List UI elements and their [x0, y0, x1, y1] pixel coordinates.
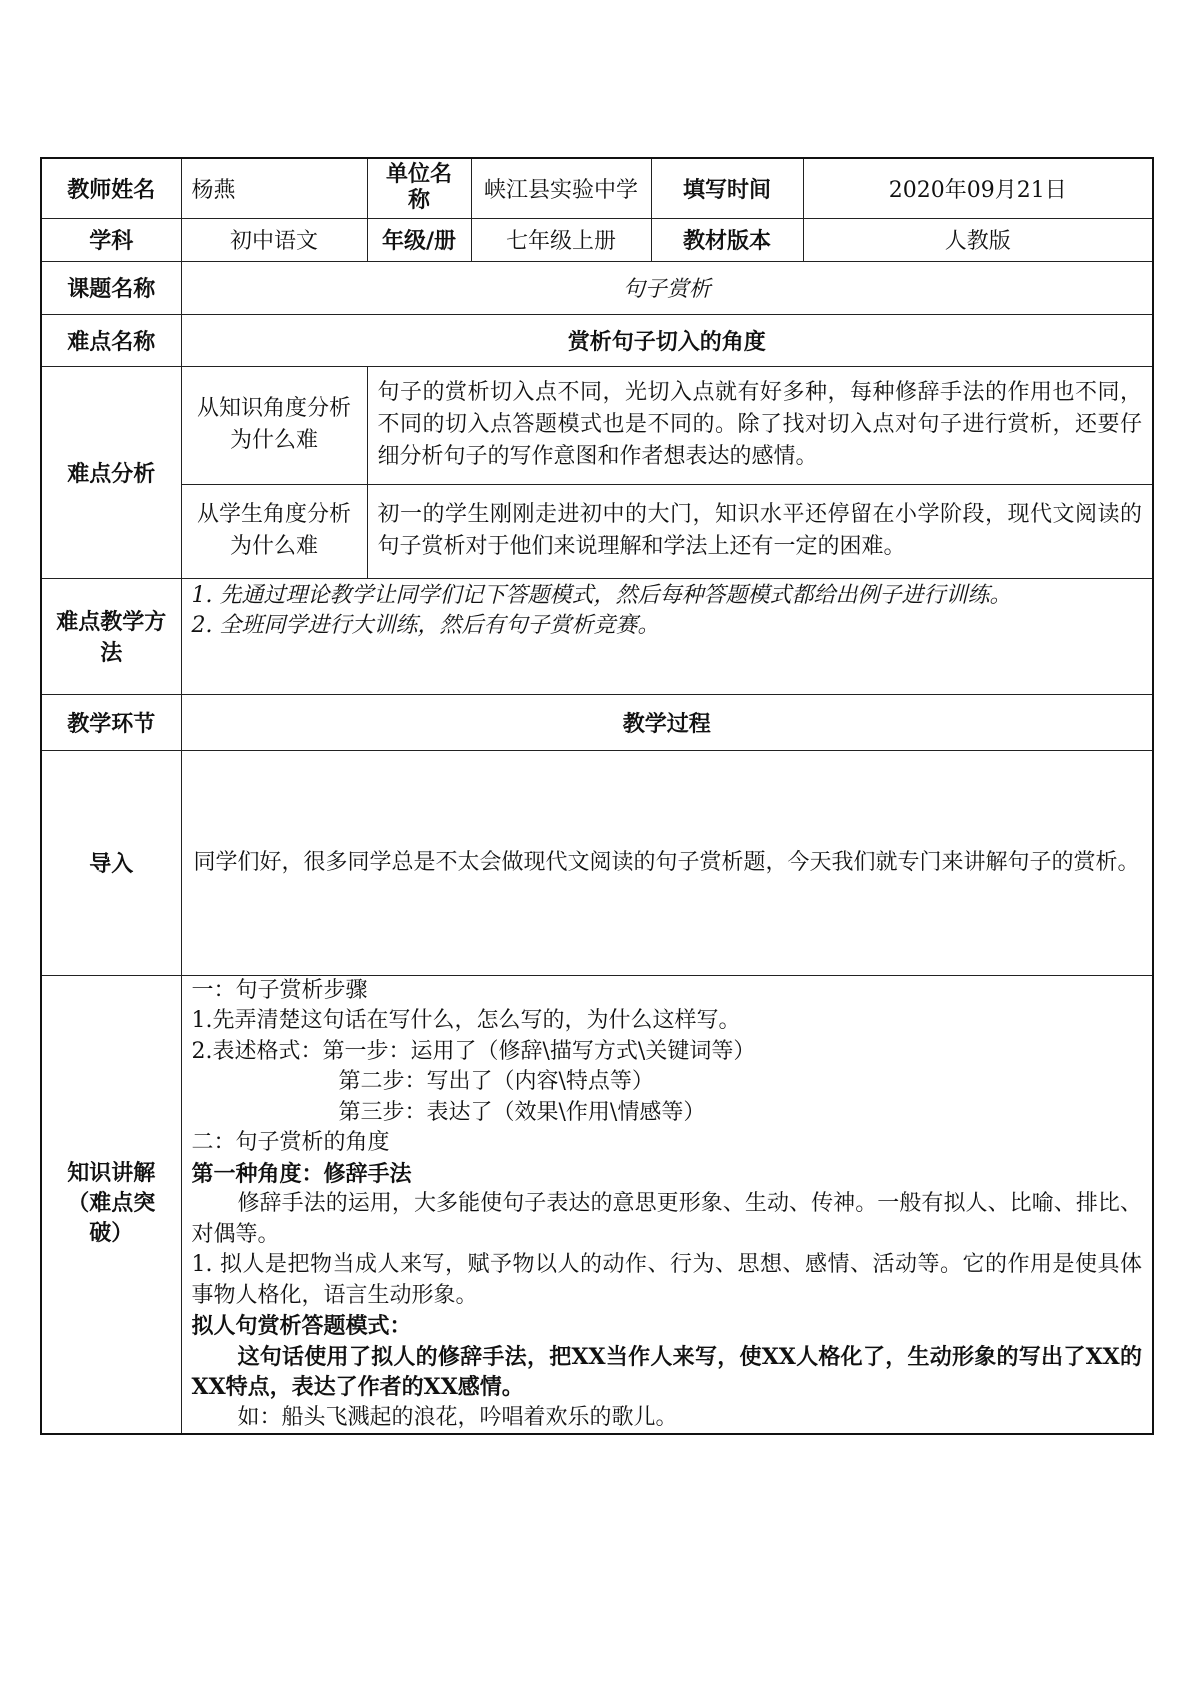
method-list [181, 578, 1153, 694]
grade-value: 七年级上册 [471, 218, 651, 261]
difficulty-label: 难点名称 [41, 314, 181, 366]
student-angle-label: 从学生角度分析为什么难 [181, 484, 367, 578]
step-line-2: 2.表述格式：第一步：运用了（修辞\描写方式\关键词等） [191, 1038, 756, 1064]
method-item: 2. 全班同学进行大训练，然后有句子赏析竞赛。 [191, 612, 660, 638]
example-sentence: 如：船头飞溅起的浪花，吟唱着欢乐的歌儿。 [237, 1404, 678, 1430]
angle-heading: 第一种角度：修辞手法 [191, 1160, 412, 1187]
student-angle-text: 初一的学生刚刚走进初中的大门，知识水平还停留在小学阶段，现代文阅读的句子赏析对于他们来说理解和学法上还有一定的困难。 [367, 484, 1153, 578]
intro-text: 同学们好，很多同学总是不太会做现代文阅读的句子赏析题，今天我们就专门来讲解句子的赏析。 [181, 750, 1153, 975]
section-heading-2: 二：句子赏析的角度 [191, 1130, 390, 1155]
knowledge-label-line1: 知识讲解 [67, 1161, 156, 1187]
knowledge-row [41, 975, 1153, 1434]
edition-value: 人教版 [803, 218, 1153, 261]
header-row-1 [41, 158, 1153, 218]
topic-value: 句子赏析 [181, 261, 1153, 314]
answer-mode-heading: 拟人句赏析答题模式： [191, 1313, 412, 1339]
topic-row [41, 261, 1153, 314]
knowledge-angle-label: 从知识角度分析为什么难 [181, 366, 367, 484]
grade-label: 年级/册 [367, 218, 471, 261]
date-value: 2020年09月21日 [803, 158, 1153, 218]
method-row [41, 578, 1153, 694]
date-label: 填写时间 [651, 158, 803, 218]
method-label: 难点教学方法 [41, 578, 181, 694]
knowledge-label [41, 975, 181, 1434]
analysis-row-student [41, 484, 1153, 578]
personification-paragraph: 1. 拟人是把物当成人来写，赋予物以人的动作、行为、思想、感情、活动等。它的作用是使具体事物人格化，语言生动形象。 [191, 1252, 1142, 1308]
unit-label: 单位名称 [367, 158, 471, 218]
analysis-row-knowledge [41, 366, 1153, 484]
process-row [41, 694, 1153, 750]
topic-label: 课题名称 [41, 261, 181, 314]
knowledge-label-line2: （难点突破） [67, 1191, 156, 1247]
subject-value: 初中语文 [181, 218, 367, 261]
difficulty-value: 赏析句子切入的角度 [181, 314, 1153, 366]
teacher-label: 教师姓名 [41, 158, 181, 218]
knowledge-angle-text: 句子的赏析切入点不同，光切入点就有好多种，每种修辞手法的作用也不同，不同的切入点答题模式也是不同的。除了找对切入点对句子进行赏析，还要仔细分析句子的写作意图和作者想表达的感情。 [367, 366, 1153, 484]
section-heading-1: 一：句子赏析步骤 [191, 977, 368, 1003]
knowledge-content [181, 975, 1153, 1434]
header-row-2 [41, 218, 1153, 261]
edition-label: 教材版本 [651, 218, 803, 261]
step-line-1: 1.先弄清楚这句话在写什么，怎么写的，为什么这样写。 [191, 1008, 741, 1033]
unit-value: 峡江县实验中学 [471, 158, 651, 218]
process-value: 教学过程 [181, 694, 1153, 750]
method-item: 1. 先通过理论教学让同学们记下答题模式，然后每种答题模式都给出例子进行训练。 [191, 582, 1012, 608]
lesson-plan-table [40, 157, 1154, 1435]
analysis-label: 难点分析 [41, 366, 181, 578]
intro-row [41, 750, 1153, 975]
step-line-3: 第二步：写出了（内容\特点等） [338, 1069, 654, 1094]
subject-label: 学科 [41, 218, 181, 261]
step-line-4: 第三步：表达了（效果\作用\情感等） [338, 1099, 706, 1125]
teacher-value: 杨燕 [181, 158, 367, 218]
intro-label: 导入 [41, 750, 181, 975]
rhetoric-paragraph: 修辞手法的运用，大多能使句子表达的意思更形象、生动、传神。一般有拟人、比喻、排比、对偶等。 [191, 1191, 1142, 1247]
difficulty-row [41, 314, 1153, 366]
answer-mode-text: 这句话使用了拟人的修辞手法，把XX当作人来写，使XX人格化了，生动形象的写出了XX的XX特点，表达了作者的XX感情。 [191, 1343, 1142, 1400]
process-label: 教学环节 [41, 694, 181, 750]
